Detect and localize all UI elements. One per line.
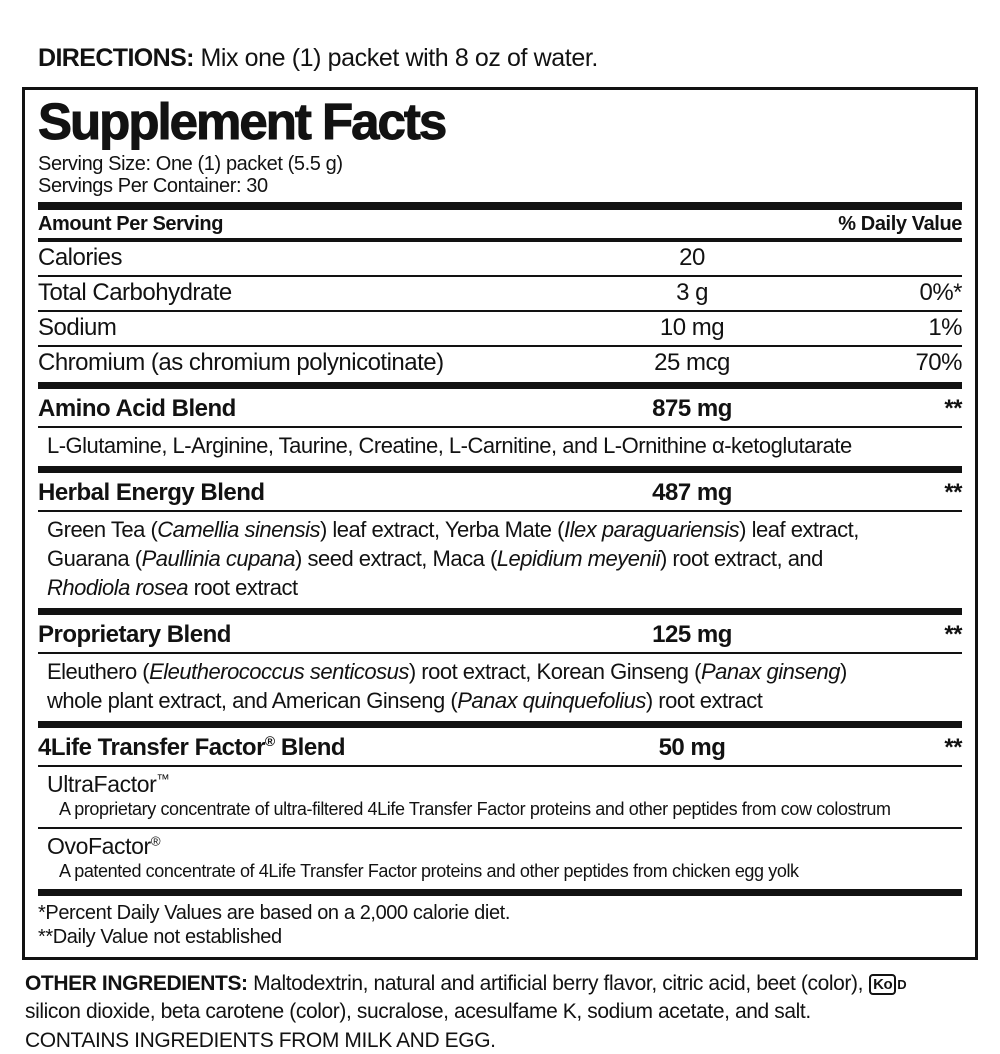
other-ingredients-section (25, 970, 980, 1054)
blend-dv: ** (944, 621, 962, 649)
panel-title: Supplement Facts (38, 93, 446, 150)
blend-ingredients (38, 654, 962, 719)
nutrient-dv: 1% (928, 314, 962, 342)
nutrient-rows (38, 242, 962, 380)
directions-text: Mix one (1) packet with 8 oz of water. (193, 44, 598, 72)
blend-amount: 50 mg (658, 734, 726, 762)
supplement-facts-panel (22, 87, 978, 960)
blend-ingredients-line: L-Glutamine, L-Arginine, Taurine, Creatine, L-Carnitine, and L-Ornithine α-ketoglutarate (47, 433, 852, 459)
kosher-dairy-suffix: D (897, 977, 907, 993)
component-name: OvoFactor® (47, 833, 161, 860)
other-ingredients-line1 (25, 970, 980, 998)
contains-statement: CONTAINS INGREDIENTS FROM MILK AND EGG. (25, 1029, 496, 1053)
component-ovofactor (38, 829, 962, 887)
nutrient-row-chromium (38, 345, 962, 380)
section-divider (38, 382, 962, 389)
blend-ingredients-line: Guarana (Paullinia cupana) seed extract, Maca (Lepidium meyenii) root extract, and (47, 546, 823, 572)
blend-ingredients-line: Rhodiola rosea root extract (47, 575, 298, 601)
blend-name: Amino Acid Blend (38, 395, 236, 423)
blend-header (38, 730, 962, 767)
nutrient-amount: 3 g (676, 279, 708, 307)
nutrient-name: Calories (38, 244, 123, 272)
component-description: A patented concentrate of 4Life Transfer Factor proteins and other peptides from chicken egg yolk (59, 861, 799, 882)
servings-per-container: Servings Per Container: 30 (38, 175, 268, 198)
kosher-symbol: Ko (869, 974, 896, 995)
other-ingredients-text: Maltodextrin, natural and artificial berry flavor, citric acid, beet (color), (247, 972, 864, 996)
footnote-dv-basis: *Percent Daily Values are based on a 2,000 calorie diet. (38, 902, 510, 925)
section-divider (38, 608, 962, 615)
blend-section-amino-acid (38, 391, 962, 464)
blend-dv: ** (944, 479, 962, 507)
blend-ingredients-line: Green Tea (Camellia sinensis) leaf extract, Yerba Mate (Ilex paraguariensis) leaf extract, (47, 517, 859, 543)
blend-name: Herbal Energy Blend (38, 479, 265, 507)
nutrient-name: Total Carbohydrate (38, 279, 232, 307)
blend-ingredients (38, 512, 962, 606)
blend-header (38, 391, 962, 428)
section-divider-bottom (38, 889, 962, 896)
section-divider (38, 466, 962, 473)
nutrient-row-total-carbohydrate (38, 275, 962, 310)
other-ingredients-label: OTHER INGREDIENTS: (25, 972, 248, 996)
divider-thick-top (38, 202, 962, 210)
blend-section-proprietary (38, 617, 962, 719)
nutrient-dv: 70% (915, 349, 962, 377)
nutrient-amount: 20 (679, 244, 705, 272)
serving-size: Serving Size: One (1) packet (5.5 g) (38, 153, 343, 176)
blend-header (38, 475, 962, 512)
blend-section-transfer-factor (38, 730, 962, 887)
other-ingredients-line2: silicon dioxide, beta carotene (color), sucralose, acesulfame K, sodium acetate, and salt. (25, 1000, 811, 1024)
blend-amount: 875 mg (652, 395, 732, 423)
blend-header (38, 617, 962, 654)
directions-statement (38, 44, 978, 73)
amount-per-serving-header: Amount Per Serving (38, 213, 224, 236)
column-header-row (38, 210, 962, 238)
blend-section-herbal-energy (38, 475, 962, 606)
section-divider (38, 721, 962, 728)
blend-amount: 487 mg (652, 479, 732, 507)
directions-label: DIRECTIONS: (38, 44, 194, 72)
nutrient-name: Sodium (38, 314, 117, 342)
footnotes (38, 898, 962, 949)
nutrient-name: Chromium (as chromium polynicotinate) (38, 349, 444, 377)
footnote-dv-not-established: **Daily Value not established (38, 926, 282, 949)
component-ultrafactor (38, 767, 962, 825)
blend-name: Proprietary Blend (38, 621, 231, 649)
blend-name: 4Life Transfer Factor® Blend (38, 733, 346, 762)
nutrient-amount: 25 mcg (654, 349, 730, 377)
nutrient-row-sodium (38, 310, 962, 345)
kosher-icon (869, 971, 906, 998)
nutrient-row-calories (38, 242, 962, 275)
nutrient-amount: 10 mg (659, 314, 725, 342)
blend-ingredients-line: whole plant extract, and American Ginseng (Panax quinquefolius) root extract (47, 688, 763, 714)
nutrient-dv: 0%* (919, 279, 962, 307)
blend-dv: ** (944, 395, 962, 423)
component-name: UltraFactor™ (47, 771, 170, 798)
blend-amount: 125 mg (652, 621, 732, 649)
component-description: A proprietary concentrate of ultra-filtered 4Life Transfer Factor proteins and other peptides from cow colostrum (59, 799, 891, 820)
blend-dv: ** (944, 734, 962, 762)
daily-value-header: % Daily Value (838, 213, 962, 236)
blend-ingredients-line: Eleuthero (Eleutherococcus senticosus) root extract, Korean Ginseng (Panax ginseng) (47, 659, 847, 685)
